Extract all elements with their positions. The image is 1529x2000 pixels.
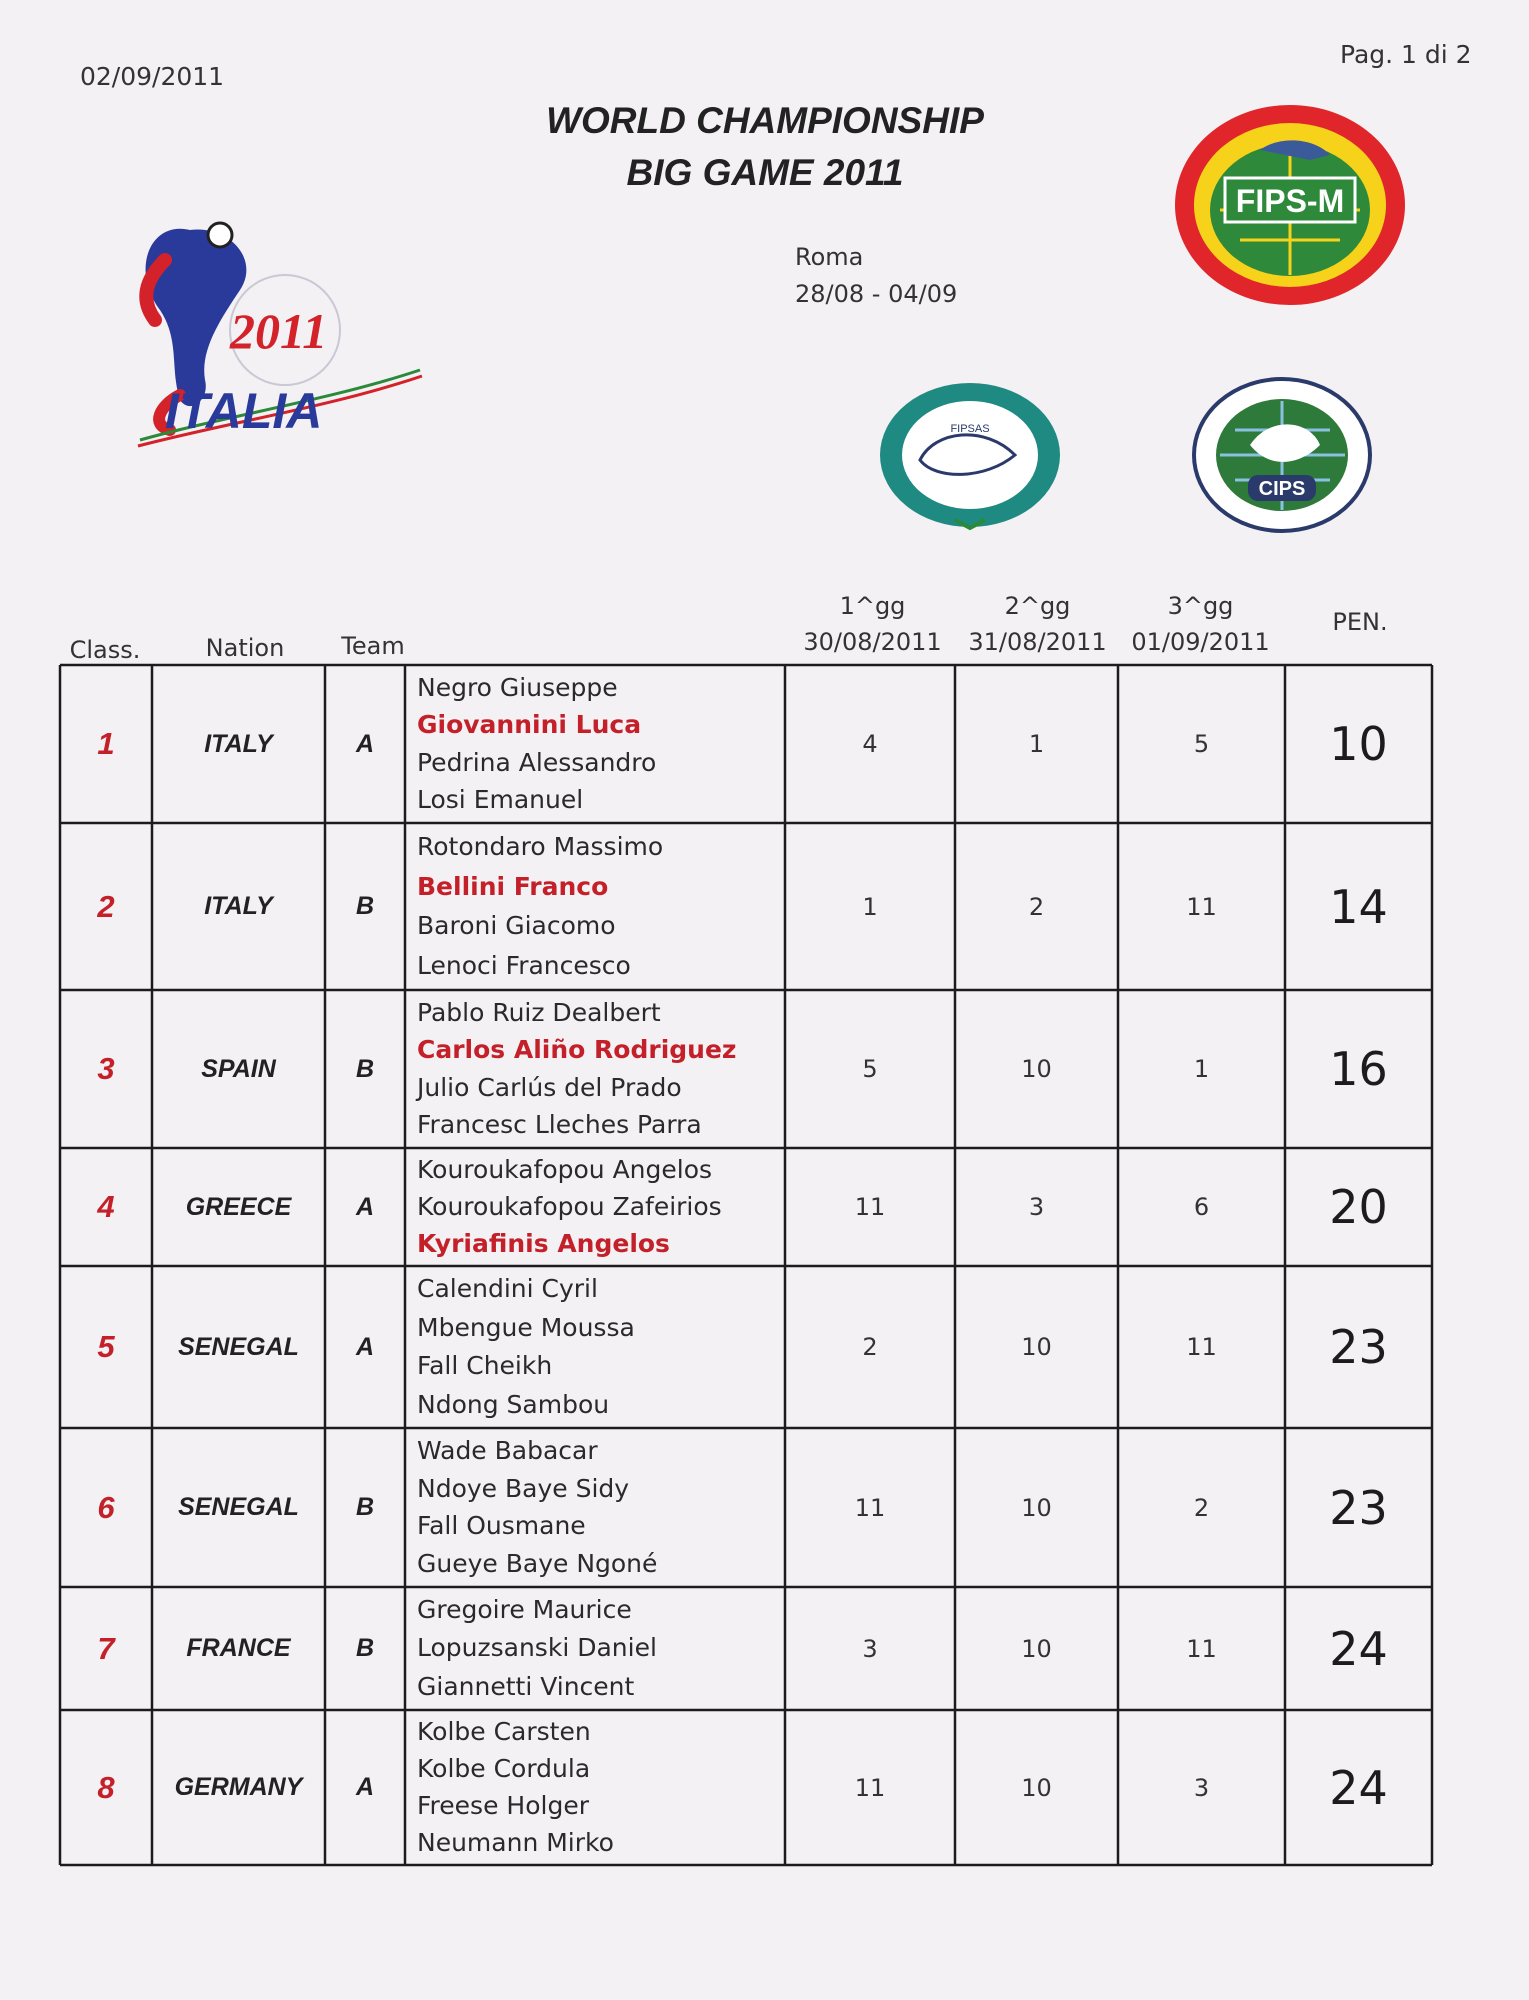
print-date: 02/09/2011 (80, 62, 225, 91)
fips-text: FIPS-M (1235, 183, 1345, 219)
cips-text: CIPS (1258, 478, 1306, 500)
nation-cell: GREECE (185, 1192, 292, 1221)
day1-cell: 1 (862, 892, 878, 921)
day3-cell: 1 (1193, 1055, 1210, 1083)
team-captain-name: Bellini Franco (417, 871, 609, 901)
day3-cell: 11 (1186, 1634, 1217, 1663)
nation-cell: SENEGAL (178, 1493, 299, 1521)
rank-cell: 2 (97, 888, 115, 924)
pen-cell: 23 (1329, 1320, 1388, 1374)
team-member-name: Losi Emanuel (417, 785, 584, 815)
day2-date: 31/08/2011 (968, 628, 1107, 656)
team-members-cell (417, 994, 781, 1144)
team-cell: B (355, 1493, 375, 1521)
day1-cell: 5 (862, 1055, 878, 1083)
day2-cell: 10 (1021, 1634, 1052, 1663)
day2-cell: 3 (1028, 1193, 1045, 1221)
team-cell: B (355, 1634, 375, 1662)
team-member-name: Lopuzsanski Daniel (417, 1633, 657, 1663)
day1-cell: 11 (854, 1193, 886, 1221)
day3-cell: 5 (1193, 730, 1210, 758)
italia-name-text: ITALIA (165, 383, 323, 439)
pen-cell: 24 (1329, 1621, 1388, 1676)
day3-cell: 11 (1186, 892, 1217, 921)
nation-cell: ITALY (204, 892, 273, 920)
team-member-name: Pedrina Alessandro (417, 747, 657, 777)
day3-date: 01/09/2011 (1131, 628, 1270, 656)
team-members-cell (417, 1152, 781, 1262)
team-member-name: Ndong Sambou (417, 1389, 610, 1419)
nation-cell: GERMANY (174, 1773, 303, 1801)
team-member-name: Julio Carlús del Prado (417, 1072, 682, 1102)
day1-date: 30/08/2011 (803, 628, 942, 656)
day2-cell: 10 (1021, 1773, 1052, 1802)
rank-cell: 4 (97, 1189, 115, 1224)
team-cell: B (355, 1054, 375, 1083)
day2-cell: 10 (1021, 1493, 1052, 1522)
team-member-name: Kolbe Cordula (417, 1754, 591, 1784)
team-member-name: Baroni Giacomo (417, 911, 616, 941)
team-member-name: Ndoye Baye Sidy (417, 1473, 630, 1503)
rank-cell: 7 (97, 1630, 115, 1666)
team-captain-name: Carlos Aliño Rodriguez (417, 1035, 737, 1065)
title-line-1: WORLD CHAMPIONSHIP (546, 100, 984, 141)
col-header-nation: Nation (205, 634, 285, 662)
team-cell: B (355, 892, 375, 920)
team-cell: A (355, 1773, 375, 1801)
team-member-name: Negro Giuseppe (417, 672, 618, 702)
page-number: Pag. 1 di 2 (1340, 40, 1472, 69)
team-members-cell (417, 1270, 781, 1424)
day2-cell: 2 (1028, 892, 1045, 921)
event-dates: 28/08 - 04/09 (795, 280, 958, 308)
team-member-name: Fall Cheikh (417, 1351, 553, 1381)
pen-cell: 10 (1329, 717, 1388, 771)
team-members-cell (417, 1432, 781, 1583)
day1-cell: 2 (862, 1333, 878, 1361)
col-header-day1 (790, 588, 955, 660)
day2-cell: 1 (1028, 730, 1045, 758)
team-member-name: Kouroukafopou Zafeirios (417, 1191, 722, 1221)
pen-cell: 14 (1329, 879, 1388, 934)
day1-cell: 11 (854, 1493, 886, 1522)
team-member-name: Kouroukafopou Angelos (417, 1155, 713, 1185)
italia-year-text: 2011 (230, 303, 328, 359)
day3-cell: 3 (1193, 1773, 1210, 1802)
day1-cell: 11 (854, 1773, 886, 1802)
team-cell: A (355, 1332, 375, 1361)
team-member-name: Kolbe Carsten (417, 1717, 591, 1747)
team-member-name: Lenoci Francesco (417, 951, 631, 981)
day2-cell: 10 (1021, 1333, 1052, 1361)
team-captain-name: Kyriafinis Angelos (417, 1228, 670, 1258)
day3-label: 3^gg (1167, 592, 1234, 620)
rank-cell: 3 (97, 1051, 115, 1086)
fish-eye-shape (208, 223, 232, 247)
team-member-name: Pablo Ruiz Dealbert (417, 997, 661, 1027)
team-member-name: Francesc Lleches Parra (417, 1110, 702, 1140)
team-members-cell (417, 827, 781, 986)
team-member-name: Giannetti Vincent (417, 1671, 635, 1701)
rank-cell: 1 (97, 726, 115, 761)
day1-cell: 3 (862, 1634, 878, 1663)
rank-cell: 5 (97, 1329, 115, 1364)
day2-cell: 10 (1021, 1055, 1052, 1083)
pen-cell: 20 (1329, 1180, 1388, 1234)
day3-cell: 6 (1193, 1193, 1210, 1221)
fipsas-logo (875, 380, 1065, 535)
pen-cell: 16 (1329, 1042, 1388, 1096)
fips-m-logo (1170, 100, 1410, 310)
team-members-cell (417, 669, 781, 819)
nation-cell: SENEGAL (178, 1332, 299, 1361)
italia-2011-logo (110, 200, 430, 470)
team-member-name: Calendini Cyril (417, 1274, 598, 1304)
team-member-name: Gregoire Maurice (417, 1595, 632, 1625)
pen-cell: 23 (1329, 1480, 1388, 1535)
team-cell: A (355, 1192, 375, 1221)
fipsas-text: FIPSAS (950, 423, 990, 435)
nation-cell: FRANCE (186, 1634, 291, 1662)
day1-cell: 4 (862, 730, 878, 758)
day3-cell: 2 (1193, 1493, 1210, 1522)
day1-label: 1^gg (839, 592, 906, 620)
col-header-pen: PEN. (1332, 608, 1388, 636)
team-member-name: Rotondaro Massimo (417, 831, 664, 861)
title-line-2: BIG GAME 2011 (626, 152, 904, 193)
day3-cell: 11 (1186, 1333, 1217, 1361)
team-member-name: Neumann Mirko (417, 1827, 614, 1857)
col-header-team: Team (341, 632, 405, 660)
team-member-name: Freese Holger (417, 1790, 589, 1820)
team-member-name: Fall Ousmane (417, 1511, 586, 1541)
team-member-name: Gueye Baye Ngoné (417, 1549, 658, 1579)
col-header-day3 (1118, 588, 1283, 660)
col-header-class: Class. (69, 636, 141, 664)
event-place: Roma (795, 243, 864, 271)
nation-cell: SPAIN (201, 1054, 276, 1083)
cips-logo (1190, 375, 1375, 535)
pen-cell: 24 (1329, 1760, 1388, 1815)
team-member-name: Wade Babacar (417, 1435, 598, 1465)
team-member-name: Mbengue Moussa (417, 1312, 635, 1342)
col-header-day2 (955, 588, 1120, 660)
team-captain-name: Giovannini Luca (417, 710, 642, 740)
rank-cell: 6 (97, 1489, 115, 1525)
rank-cell: 8 (97, 1769, 115, 1805)
team-members-cell (417, 1591, 781, 1706)
team-cell: A (355, 729, 375, 758)
nation-cell: ITALY (204, 729, 273, 758)
team-members-cell (417, 1714, 781, 1861)
day2-label: 2^gg (1004, 592, 1071, 620)
